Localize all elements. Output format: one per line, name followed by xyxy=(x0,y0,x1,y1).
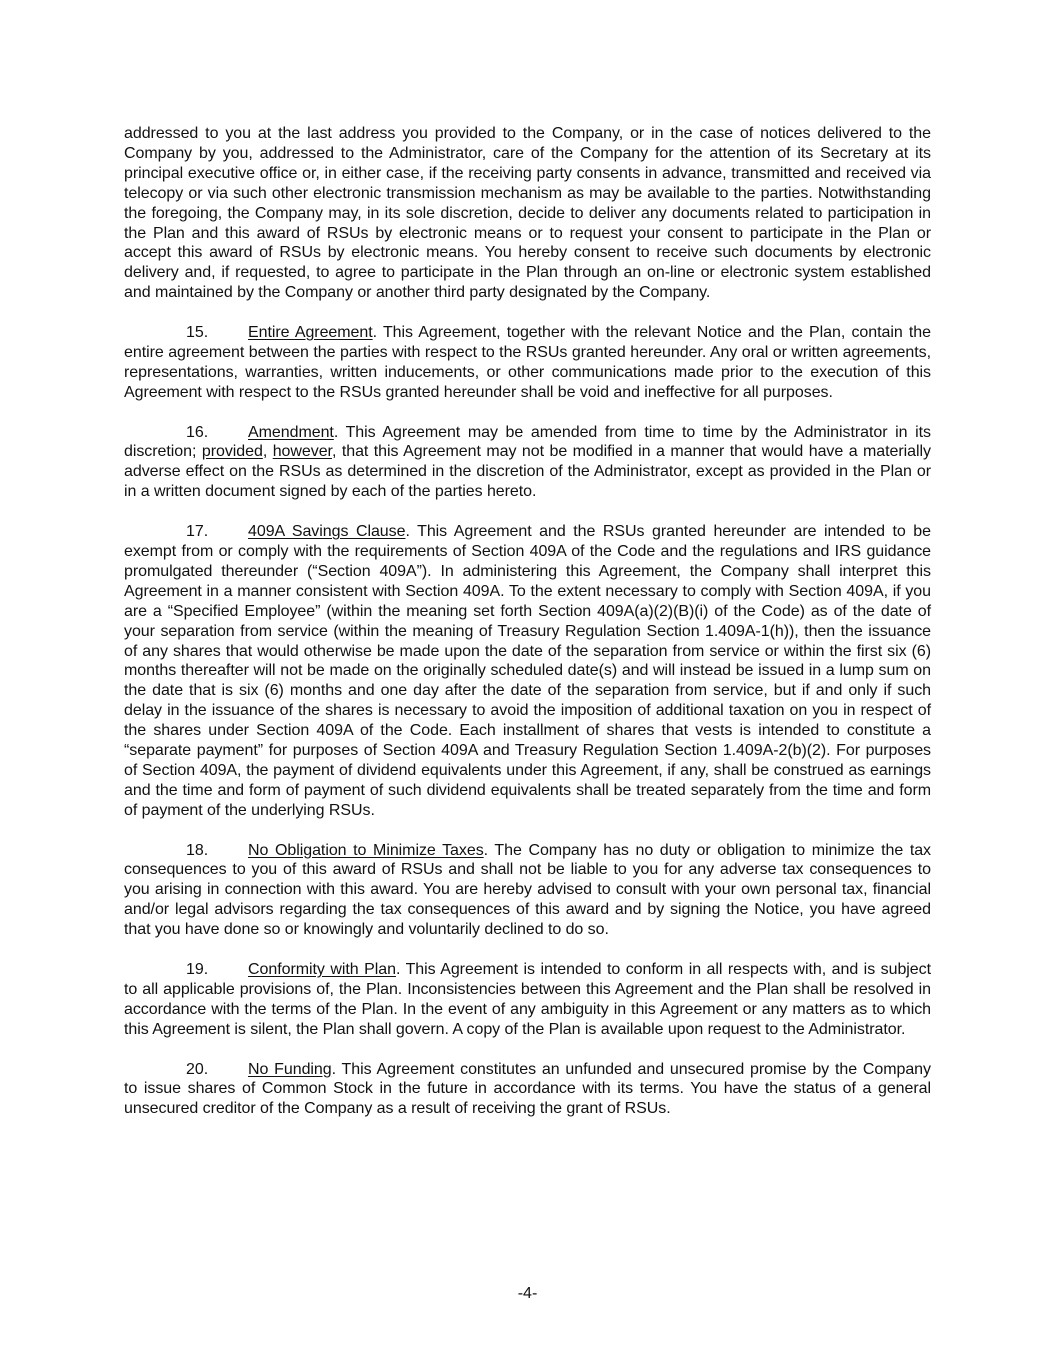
section-19 xyxy=(124,960,931,1040)
underlined-term-provided: provided xyxy=(201,443,263,461)
section-heading: No Funding xyxy=(248,1060,332,1078)
continuation-paragraph xyxy=(124,124,931,303)
section-heading: Conformity with Plan xyxy=(248,960,396,978)
section-heading: Entire Agreement xyxy=(248,324,373,342)
page-number: -4- xyxy=(517,1285,538,1302)
section-body: . This Agreement, together with the relevant Notice and the Plan, contain the entire agreement between the parties with respect to the RSUs granted hereunder. Any oral or written agreements, representations, warranties, written inducements, or other communications made prior to the execution of this Agreement with respect to the RSUs granted hereunder shall be void and ineffective for all purposes. xyxy=(124,324,931,401)
section-body: . The Company has no duty or obligation to minimize the tax consequences to you of this award of RSUs and shall not be liable to you for any adverse tax consequences to you arising in connection with this award. You are hereby advised to consult with your own personal tax, financial and/or legal advisors regarding the tax consequences of this award and by signing the Notice, you have agreed that you have done so or knowingly and voluntarily declined to do so. xyxy=(124,841,932,939)
section-number: 17. xyxy=(186,523,209,541)
underlined-term-however: however xyxy=(272,443,332,461)
section-number: 20. xyxy=(186,1060,209,1078)
section-20 xyxy=(124,1060,931,1120)
section-number: 15. xyxy=(186,324,209,342)
separator: , xyxy=(262,443,273,461)
section-number: 16. xyxy=(186,423,209,441)
section-body-pre: . This Agreement may be amended from time to time by the Administrator in its discretion; xyxy=(124,423,931,461)
section-17 xyxy=(124,522,931,821)
section-body: . This Agreement and the RSUs granted hereunder are intended to be exempt from or comply with the requirements of Section 409A of the Code and the regulations and IRS guidance promulgated thereunder (“Section 409A”). In administering this Agreement, the Company shall interpret this Agreement in a manner consistent with Section 409A. To the extent necessary to comply with Section 409A, if you are a “Specified Employee” (within the meaning set forth Section 409A(a)(2)(B)(i) of the Code) as of the date of your separation from service (within the meaning of Treasury Regulation Section 1.409A-1(h)), then the issuance of any shares that would otherwise be made upon the date of the separation from service or within the first six (6) months thereafter will not be made on the originally scheduled date(s) and will instead be issued in a lump sum on the date that is six (6) months and one day after the date of the separation from service, but if and only if such delay in the issuance of the shares is necessary to avoid the imposition of additional taxation on you in respect of the shares under Section 409A of the Code. Each installment of shares that vests is intended to constitute a “separate payment” for purposes of Section 409A and Treasury Regulation Section 1.409A-2(b)(2). For purposes of Section 409A, the payment of dividend equivalents under this Agreement, if any, shall be construed as earnings and the time and form of payment of such dividend equivalents shall be treated separately from the time and form of payment of the underlying RSUs. xyxy=(124,523,932,819)
section-body: . This Agreement is intended to conform in all respects with, and is subject to all applicable provisions of, the Plan. Inconsistencies between this Agreement and the Plan shall be resolved in accordance with the terms of the Plan. In the event of any ambiguity in this Agreement or any matters as to which this Agreement is silent, the Plan shall govern. A copy of the Plan is available upon request to the Administrator. xyxy=(124,960,931,1038)
section-heading: 409A Savings Clause xyxy=(248,523,406,541)
section-body-post: , that this Agreement may not be modified in a manner that would have a materially adverse effect on the RSUs as determined in the discretion of the Administrator, except as provided in the Plan or in a written document signed by each of the parties hereto. xyxy=(124,443,931,501)
continuation-text: addressed to you at the last address you provided to the Company, or in the case of notices delivered to the Company by you, addressed to the Administrator, care of the Company for the attention of its Secretary at its principal executive office or, in either case, if the receiving party consents in advance, transmitted and received via telecopy or via such other electronic transmission mechanism as may be available to the parties. Notwithstanding the foregoing, the Company may, in its sole discretion, decide to deliver any documents related to participation in the Plan and this award of RSUs by electronic means or to request your consent to participate in the Plan or accept this award of RSUs by electronic means. You hereby consent to receive such documents by electronic delivery and, if requested, to agree to participate in the Plan through an on-line or electronic system established and maintained by the Company or another third party designated by the Company. xyxy=(124,125,931,302)
section-heading: No Obligation to Minimize Taxes xyxy=(248,841,484,859)
section-15 xyxy=(124,323,931,403)
section-18 xyxy=(124,841,931,941)
section-heading: Amendment xyxy=(248,423,334,441)
section-16 xyxy=(124,423,931,503)
document-page xyxy=(124,124,931,1139)
section-number: 18. xyxy=(186,841,209,859)
section-body: . This Agreement constitutes an unfunded and unsecured promise by the Company to issue shares of Common Stock in the future in accordance with its terms. You have the status of a general unsecured creditor of the Company as a result of receiving the grant of RSUs. xyxy=(124,1060,931,1118)
section-number: 19. xyxy=(186,960,209,978)
